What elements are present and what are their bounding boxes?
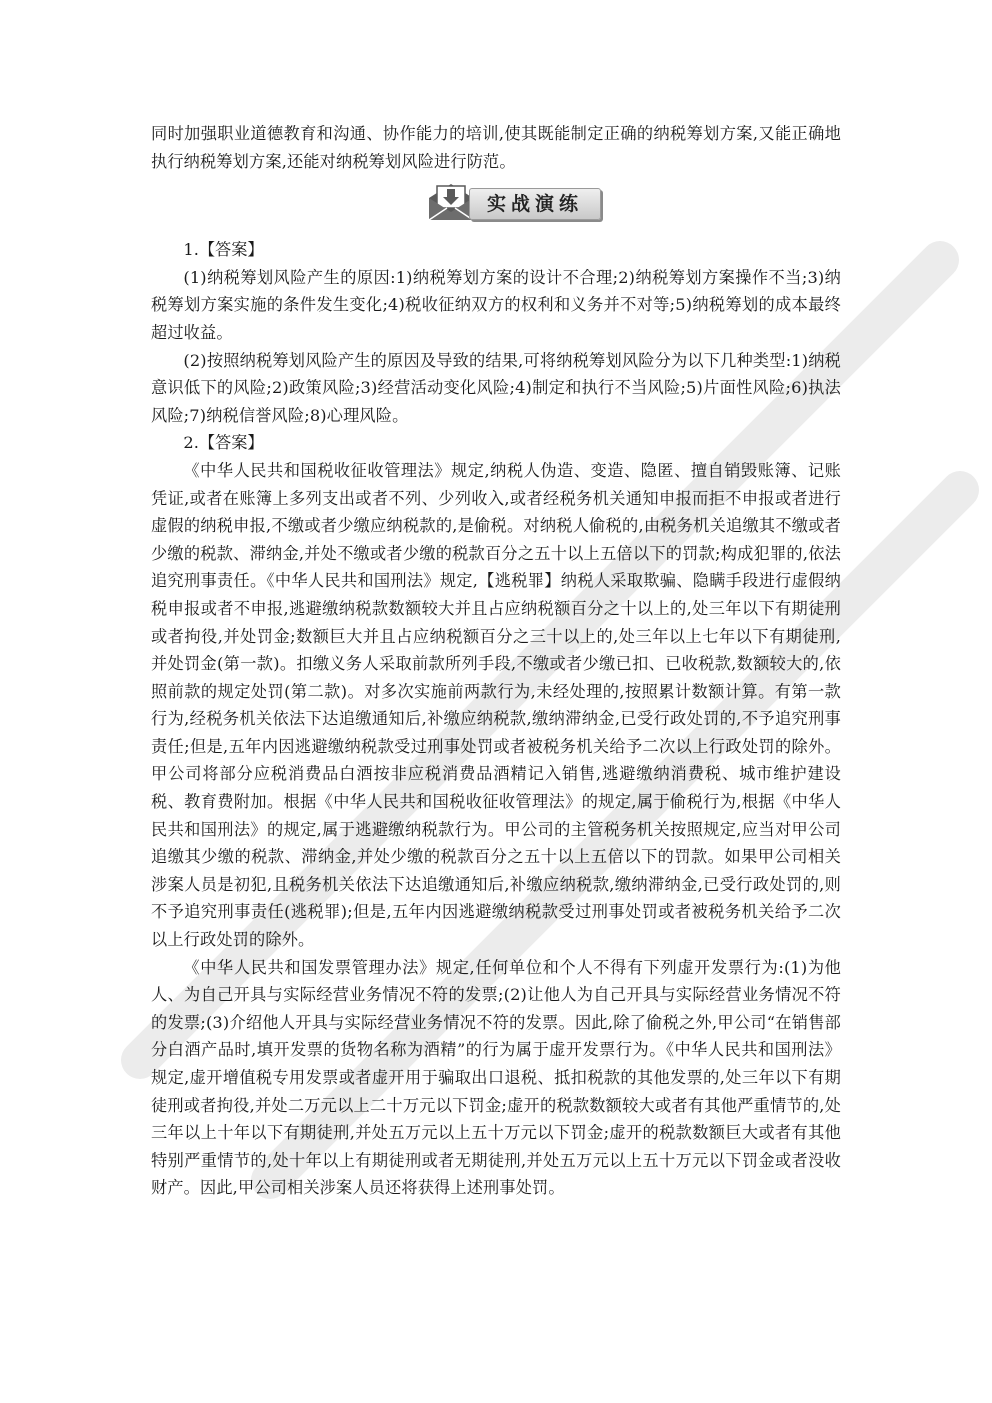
answer-2-paragraph-2: 《中华人民共和国发票管理办法》规定,任何单位和个人不得有下列虚开发票行为:(1)为他人、为自己开具与实际经营业务情况不符的发票;(2)让他人为自己开具与实际经营业务情况不符的发票;(3)介绍他人开具与实际经营业务情况不符的发票。因此,除了偷税之外,甲公司“在销售部分白酒产品时,填开发票的货物名称为酒精”的行为属于虚开发票行为。《中华人民共和国刑法》规定,虚开增值税专用发票或者虚开用于骗取出口退税、抵扣税款的其他发票的,处三年以下有期徒刑或者拘役,并处二万元以上二十万元以下罚金;虚开的税款数额较大或者有其他严重情节的,处三年以上十年以下有期徒刑,并处五万元以上五十万元以下罚金;虚开的税款数额巨大或者有其他特别严重情节的,处十年以上有期徒刑或者无期徒刑,并处五万元以上五十万元以下罚金或者没收财产。因此,甲公司相关涉案人员还将获得上述刑事处罚。 bbox=[151, 957, 841, 1198]
section-title: 实战演练 bbox=[486, 193, 583, 216]
page-content bbox=[151, 120, 841, 1202]
answer-1-heading: 1.【答案】 bbox=[183, 240, 264, 260]
section-title-box bbox=[469, 188, 601, 220]
section-banner bbox=[151, 176, 841, 236]
answer-2-paragraph-1: 《中华人民共和国税收征收管理法》规定,纳税人伪造、变造、隐匿、擅自销毁账簿、记账凭证,或者在账簿上多列支出或者不列、少列收入,或者经税务机关通知申报而拒不申报或者进行虚假的纳税申报,不缴或者少缴应纳税款的,是偷税。对纳税人偷税的,由税务机关追缴其不缴或者少缴的税款、滞纳金,并处不缴或者少缴的税款百分之五十以上五倍以下的罚款;构成犯罪的,依法追究刑事责任。《中华人民共和国刑法》规定,【逃税罪】纳税人采取欺骗、隐瞒手段进行虚假纳税申报或者不申报,逃避缴纳税款数额较大并且占应纳税额百分之十以上的,处三年以下有期徒刑或者拘役,并处罚金;数额巨大并且占应纳税额百分之三十以上的,处三年以上七年以下有期徒刑,并处罚金(第一款)。扣缴义务人采取前款所列手段,不缴或者少缴已扣、已收税款,数额较大的,依照前款的规定处罚(第二款)。对多次实施前两款行为,未经处理的,按照累计数额计算。有第一款行为,经税务机关依法下达追缴通知后,补缴应纳税款,缴纳滞纳金,已受行政处罚的,不予追究刑事责任;但是,五年内因逃避缴纳税款受过刑事处罚或者被税务机关给予二次以上行政处罚的除外。甲公司将部分应税消费品白酒按非应税消费品酒精记入销售,逃避缴纳消费税、城市维护建设税、教育费附加。根据《中华人民共和国税收征收管理法》的规定,属于偷税行为,根据《中华人民共和国刑法》的规定,属于逃避缴纳税款行为。甲公司的主管税务机关按照规定,应当对甲公司追缴其少缴的税款、滞纳金,并处少缴的税款百分之五十以上五倍以下的罚款。如果甲公司相关涉案人员是初犯,且税务机关依法下达追缴通知后,补缴应纳税款,缴纳滞纳金,已受行政处罚的,则不予追究刑事责任(逃税罪);但是,五年内因逃避缴纳税款受过刑事处罚或者被税务机关给予二次以上行政处罚的除外。 bbox=[151, 460, 841, 950]
intro-paragraph: 同时加强职业道德教育和沟通、协作能力的培训,使其既能制定正确的纳税筹划方案,又能正确地执行纳税筹划方案,还能对纳税筹划风险进行防范。 bbox=[151, 124, 841, 171]
answer-1-paragraph-2: (2)按照纳税筹划风险产生的原因及导致的结果,可将纳税筹划风险分为以下几种类型:1)纳税意识低下的风险;2)政策风险;3)经营活动变化风险;4)制定和执行不当风险;5)片面性风险;6)执法风险;7)纳税信誉风险;8)心理风险。 bbox=[151, 350, 841, 425]
answer-2-heading: 2.【答案】 bbox=[183, 433, 264, 453]
answer-1-paragraph-1: (1)纳税筹划风险产生的原因:1)纳税筹划方案的设计不合理;2)纳税筹划方案操作不当;3)纳税筹划方案实施的条件发生变化;4)税收征纳双方的权利和义务并不对等;5)纳税筹划的成本最终超过收益。 bbox=[151, 267, 841, 342]
